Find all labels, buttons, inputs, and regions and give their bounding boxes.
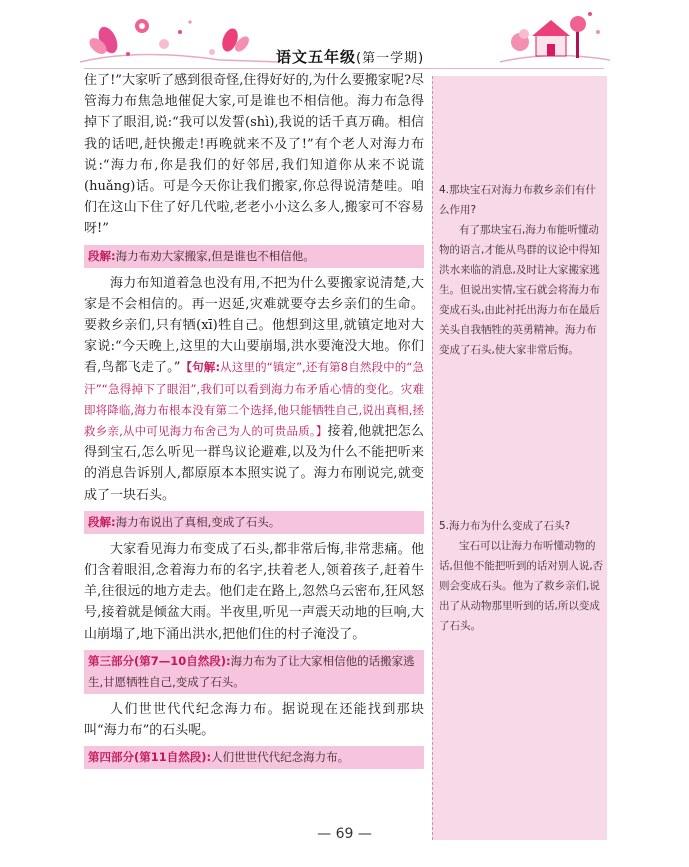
section-text: 海力布为了让大家相信他的话搬家逃生,甘愿牺牲自己,变成了石头。 [88, 653, 415, 689]
paragraph-2 [84, 273, 424, 506]
question-5 [439, 516, 605, 636]
note-label: 【句解: [180, 360, 221, 375]
analysis-text: 海力布说出了真相,变成了石头。 [115, 514, 281, 529]
paragraph-3: 大家看见海力布变成了石头,都非常后悔,非常悲痛。他们含着眼泪,念着海力布的名字,扶着老人,领着孩子,赶着牛羊,往很远的地方走去。他们走在路上,忽然乌云密布,狂风怒号,接着就是倾盆大雨。半夜里,听见一声震天动地的巨响,大山崩塌了,地下涌出洪水,把他们住的村子淹没了。 [84, 541, 424, 642]
question-4-title: 4.那块宝石对海力布救乡亲们有什么作用? [439, 184, 597, 216]
question-4-answer: 有了那块宝石,海力布能听懂动物的语言,才能从鸟群的议论中得知洪水来临的消息,及时让大家搬家逃生。但说出实情,宝石就会将海力布变成石头,由此衬托出海力布在最后关头自我牺牲的英勇精神。海力布变成了石头,使大家非常后悔。 [439, 224, 600, 356]
paragraph-analysis-2 [84, 511, 424, 534]
section-text: 人们世世代代纪念海力布。 [211, 750, 350, 765]
book-title-term: (第一学期) [356, 51, 425, 66]
analysis-label: 段解: [88, 514, 116, 529]
header-divider [84, 68, 604, 69]
section-summary-3 [84, 650, 424, 694]
book-title-main: 语文五年级 [276, 48, 357, 66]
note-text: 从这里的“镇定”,还有第8自然段中的“急汗”“急得掉下了眼泪”,我们可以看到海力布矛盾心情的变化。灾难即将降临,海力布根本没有第二个选择,他只能牺牲自己,说出真相,拯救乡亲,从中可见海力布舍己为人的可贵品质。】 [84, 360, 425, 439]
main-text-column [84, 70, 424, 840]
book-title [276, 46, 424, 67]
section-label: 第三部分(第7—10自然段): [88, 653, 231, 668]
paragraph-1: 住了!”大家听了感到很奇怪,住得好好的,为什么要搬家呢?尽管海力布焦急地催促大家,可是谁也不相信他。海力布急得掉下了眼泪,说:“我可以发誓(shì),我说的话千真万确。相信我的话吧,赶快搬走!再晚就来不及了!”有个老人对海力布说:“海力布,你是我们的好邻居,我们知道你从来不说谎(huǎng)话。可是今天你让我们搬家,你总得说清楚哇。咱们在这山下住了好几代啦,老老小小这么多人,搬家可不容易呀!” [84, 73, 424, 237]
paragraph-2-text: 海力布知道着急也没有用,不把为什么要搬家说清楚,大家是不会相信的。再一迟延,灾难就要夺去乡亲们的生命。要救乡亲们,只有牺(xī)牲自己。他想到这里,就镇定地对大家说:“今天晚上,这里的大山要崩塌,洪水要淹没大地。你们看,鸟都飞走了。” [84, 275, 424, 376]
question-5-title: 5.海力布为什么变成了石头? [439, 520, 571, 532]
paragraph-analysis-1 [84, 245, 424, 268]
analysis-label: 段解: [88, 248, 116, 263]
question-4 [439, 180, 605, 360]
right-house-decoration [500, 2, 610, 68]
paragraph-4: 人们世世代代纪念海力布。据说现在还能找到那块叫“海力布”的石头呢。 [84, 701, 424, 739]
section-summary-4 [84, 746, 424, 769]
left-floral-decoration [80, 4, 280, 68]
page-number: — 69 — [317, 826, 372, 842]
paragraph-2-continued: 接着,他就把怎么得到宝石,怎么听见一群鸟议论避难,以及为什么不能把听来的消息告诉别人,都原原本本照实说了。海力布刚说完,就变成了一块石头。 [84, 424, 424, 503]
side-notes-column [432, 76, 607, 840]
analysis-text: 海力布劝大家搬家,但是谁也不相信他。 [115, 248, 315, 263]
question-5-answer: 宝石可以让海力布听懂动物的话,但他不能把听到的话对别人说,否则会变成石头。他为了救乡亲们,说出了从动物那里听到的话,所以变成了石头。 [439, 540, 604, 632]
section-label: 第四部分(第11自然段): [88, 750, 212, 765]
page-header [0, 0, 689, 72]
